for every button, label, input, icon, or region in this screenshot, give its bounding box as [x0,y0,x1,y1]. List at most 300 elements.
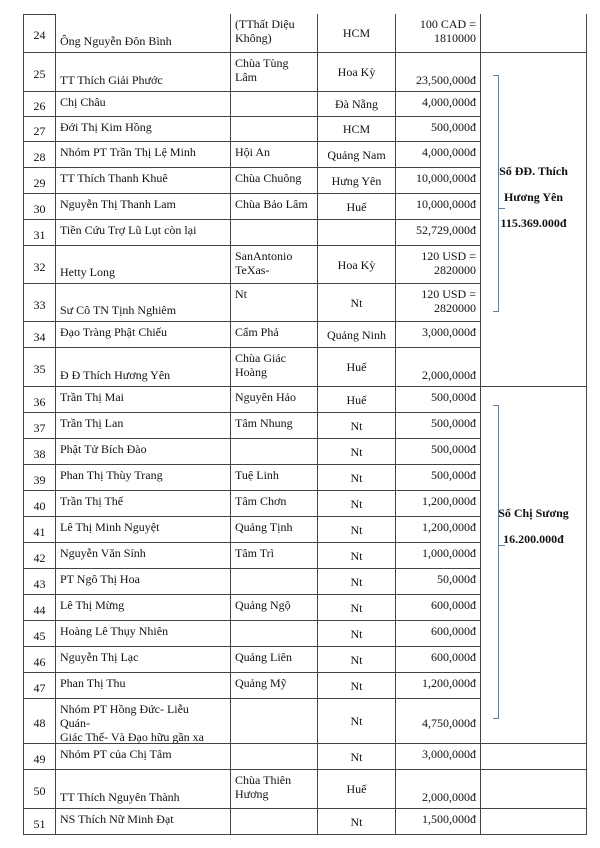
table-row [23,413,481,439]
donor-name [56,491,231,516]
row-number [23,413,56,438]
row-number-text: 39 [33,472,46,487]
place-cell [318,543,396,568]
row-number [23,168,56,193]
temple-cell [231,284,318,321]
bracket-group-2-tick [499,545,505,546]
row-number-text: 45 [33,628,46,643]
temple-cell-text: Nt [235,287,247,301]
row-number-text: 31 [33,227,46,242]
note-cell-empty [481,770,587,809]
temple-cell-text: Chùa Chuông [235,171,302,185]
donor-name-text: Phan Thị Thùy Trang [60,468,163,482]
place-cell [318,621,396,646]
amount-cell-text: 50,000đ [437,572,476,586]
place-cell-text: Nt [350,749,363,764]
place-cell-text: Hoa Kỳ [337,257,376,272]
place-cell [318,491,396,516]
row-number [23,491,56,516]
temple-cell [231,647,318,672]
amount-cell [396,770,481,808]
donor-name-text: NS Thích Nữ Minh Đạt [60,812,174,826]
place-cell-text: Nt [350,295,363,310]
amount-cell-text: 1,200,000đ [422,494,476,508]
place-cell [318,246,396,283]
row-number [23,117,56,141]
row-number [23,92,56,116]
amount-cell-text: 500,000đ [431,416,476,430]
row-number-text: 43 [33,576,46,591]
row-number [23,220,56,245]
row-number [23,699,56,743]
amount-cell-text: 10,000,000đ [416,197,476,211]
amount-cell [396,744,481,769]
amount-cell [396,595,481,620]
row-number [23,595,56,620]
donor-name [56,744,231,769]
donor-name-text: PT Ngô Thị Hoa [60,572,140,586]
place-cell-text: Nt [350,600,363,615]
amount-cell-text: 2,000,000đ [422,790,476,804]
donor-name-text: TT Thích Thanh Khuê [60,171,168,185]
amount-cell [396,220,481,245]
row-number-text: 25 [33,67,46,81]
donor-name [56,348,231,386]
place-cell [318,53,396,91]
temple-cell-text: Hội An [235,145,271,159]
temple-cell [231,322,318,347]
group-note-line2: 16.200.000đ [503,532,564,546]
temple-cell-text: Quảng Liên [235,650,292,664]
row-number-text: 44 [33,602,46,617]
amount-cell [396,465,481,490]
place-cell-text: Nt [350,814,363,829]
place-cell-text: Nt [350,470,363,485]
table-row [23,543,481,569]
table-row [23,117,481,142]
row-number [23,809,56,834]
row-number [23,517,56,542]
row-number [23,387,56,412]
place-cell [318,744,396,769]
amount-cell-text: 3,000,000đ [422,747,476,761]
donor-name [56,673,231,698]
donor-name [56,647,231,672]
note-cell-empty [481,744,587,770]
temple-cell-text: Quảng Tịnh [235,520,293,534]
amount-cell [396,387,481,412]
amount-cell-text: 500,000đ [431,468,476,482]
place-cell [318,517,396,542]
amount-cell-text: 3,000,000đ [422,325,476,339]
temple-cell [231,465,318,490]
row-number [23,14,56,52]
donor-name [56,517,231,542]
row-number [23,348,56,386]
temple-cell [231,194,318,219]
group-note-line3: 115.369.000đ [500,216,567,230]
table-row [23,744,481,770]
amount-cell [396,699,481,743]
group-note-line2: Hương Yên [503,190,564,204]
row-number [23,647,56,672]
row-number [23,246,56,283]
row-number [23,53,56,91]
place-cell-text: Nt [350,574,363,589]
amount-cell [396,322,481,347]
place-cell-text: Đà Nẵng [335,97,378,111]
temple-cell-text: Tâm Trì [235,546,275,560]
temple-cell [231,117,318,141]
place-cell-text: Hưng Yên [331,173,382,188]
amount-cell [396,14,481,52]
row-number [23,439,56,464]
row-number-text: 27 [33,124,46,138]
donor-name-text: Đới Thị Kim Hồng [60,120,152,134]
temple-cell [231,543,318,568]
place-cell [318,439,396,464]
temple-cell [231,517,318,542]
row-number-text: 36 [33,394,46,409]
place-cell-text: Nt [350,444,363,459]
donor-name [56,194,231,219]
place-cell [318,647,396,672]
amount-cell [396,117,481,141]
amount-cell-text: 1,200,000đ [422,520,476,534]
amount-cell [396,92,481,116]
amount-cell [396,413,481,438]
row-number-text: 38 [33,446,46,461]
temple-cell [231,491,318,516]
donor-name-text: Tiền Cứu Trợ Lũ Lụt còn lại [60,223,197,237]
place-cell [318,348,396,386]
row-number-text: 26 [33,99,46,113]
place-cell [318,413,396,438]
amount-cell [396,142,481,167]
place-cell-text: Nt [350,548,363,563]
place-cell-text: Quảng Nam [327,147,386,162]
row-number-text: 47 [33,680,46,695]
temple-cell [231,92,318,116]
temple-cell-text: Chùa Bảo Lâm [235,197,308,211]
table-row [23,220,481,246]
donor-name [56,220,231,245]
place-cell [318,770,396,808]
place-cell [318,14,396,52]
table-row [23,699,481,744]
amount-cell-text: 100 CAD = 1810000 [419,17,476,45]
note-cell-empty [481,14,587,53]
temple-cell [231,53,318,91]
table-row [23,569,481,595]
row-number-text: 41 [33,524,46,539]
temple-cell [231,770,318,808]
row-number-text: 49 [33,751,46,766]
temple-cell [231,569,318,594]
table-row [23,770,481,809]
row-number-text: 35 [33,362,46,376]
temple-cell-text: Quảng Ngộ [235,598,291,612]
table-row [23,647,481,673]
table-row [23,621,481,647]
row-number-text: 32 [33,259,46,274]
donor-name [56,595,231,620]
amount-cell-text: 600,000đ [431,650,476,664]
table-row [23,194,481,220]
amount-cell [396,439,481,464]
temple-cell [231,387,318,412]
row-number-text: 42 [33,550,46,565]
donor-name-text: Nhóm PT Trần Thị Lệ Minh [60,145,196,159]
row-number [23,142,56,167]
temple-cell-text: Chùa Tùng Lâm [235,56,289,84]
place-cell [318,387,396,412]
group-note-line1: Sổ ĐĐ. Thích [499,164,568,178]
row-number [23,621,56,646]
amount-cell [396,194,481,219]
donor-name [56,168,231,193]
amount-cell-text: 4,000,000đ [422,95,476,109]
temple-cell-text: Tâm Nhung [235,416,293,430]
temple-cell [231,744,318,769]
amount-cell-text: 1,000,000đ [422,546,476,560]
place-cell-text: Nt [350,652,363,667]
donor-name [56,543,231,568]
donor-name-text: Phan Thị Thu [60,676,126,690]
amount-cell-text: 2,000,000đ [422,368,476,382]
amount-cell-text: 1,500,000đ [422,812,476,826]
donor-name-text: Trần Thị Mai [60,390,125,404]
amount-cell [396,517,481,542]
donor-name [56,142,231,167]
donor-name-text: Nguyễn Thị Thanh Lam [60,197,176,211]
row-number [23,569,56,594]
place-cell-text: Nt [350,678,363,693]
temple-cell [231,246,318,283]
row-number-text: 30 [33,201,46,216]
place-cell [318,194,396,219]
donor-name [56,53,231,91]
table-row [23,14,481,53]
row-number-text: 48 [33,716,46,730]
donor-name [56,569,231,594]
amount-cell-text: 120 USD = 2820000 [421,249,476,277]
donor-name [56,770,231,808]
temple-cell-text: Chùa Giác Hoàng [235,351,286,379]
place-cell [318,465,396,490]
row-number-text: 50 [33,784,46,798]
place-cell [318,699,396,743]
table-row [23,168,481,194]
temple-cell [231,439,318,464]
place-cell [318,92,396,116]
amount-cell [396,284,481,321]
table-row [23,809,481,835]
donor-name-text: Chị Châu [60,95,106,109]
donor-name-text: Nhóm PT của Chị Tâm [60,747,172,761]
place-cell-text: Nt [350,496,363,511]
amount-cell [396,53,481,91]
temple-cell-text: Tuệ Linh [235,468,279,482]
row-number-text: 24 [33,28,46,42]
donor-name [56,439,231,464]
temple-cell [231,14,318,52]
amount-cell-text: 4,000,000đ [422,145,476,159]
bracket-group-1-tick [499,208,505,209]
place-cell [318,284,396,321]
donor-name [56,92,231,116]
temple-cell-text: Nguyên Hảo [235,390,296,404]
place-cell-text: Huế [346,392,367,407]
donor-name [56,387,231,412]
place-cell-text: Nt [350,522,363,537]
table-row [23,439,481,465]
table-row [23,595,481,621]
temple-cell-text: (TThất Diệu Không) [235,17,295,45]
row-number [23,770,56,808]
donor-name [56,246,231,283]
place-cell [318,569,396,594]
temple-cell-text: Cẩm Phả [235,325,279,339]
donor-name-text: Đạo Tràng Phật Chiếu [60,325,168,339]
table-row [23,465,481,491]
place-cell [318,809,396,834]
donor-name [56,14,231,52]
temple-cell [231,413,318,438]
amount-cell [396,621,481,646]
amount-cell-text: 23,500,000đ [416,73,476,87]
table-row [23,246,481,284]
temple-cell-text: Tâm Chơn [235,494,287,508]
amount-cell [396,647,481,672]
amount-cell-text: 500,000đ [431,120,476,134]
place-cell-text: Huế [346,782,367,796]
row-number-text: 29 [33,175,46,190]
donor-name [56,699,231,743]
donor-name-text: Hoàng Lê Thụy Nhiên [60,624,169,638]
donor-name [56,621,231,646]
donor-name-text: Sư Cô TN Tịnh Nghiêm [60,303,177,317]
row-number-text: 34 [33,329,46,344]
donor-name-text: Nguyễn Thị Lạc [60,650,139,664]
place-cell-text: Nt [350,418,363,433]
note-cell-empty [481,809,587,835]
donor-name [56,117,231,141]
row-number [23,673,56,698]
amount-cell-text: 1,200,000đ [422,676,476,690]
row-number-text: 28 [33,149,46,164]
row-number-text: 40 [33,498,46,513]
temple-cell [231,673,318,698]
donor-name-text: Nhóm PT Hồng Đức- Liễu Quán- Giác Thế- Và Đạo hữu gần xa [60,701,205,744]
row-number [23,284,56,321]
table-row [23,92,481,117]
donor-name-text: Trần Thị Thế [60,494,124,508]
amount-cell [396,246,481,283]
place-cell [318,117,396,141]
donor-name [56,322,231,347]
donor-name-text: Hetty Long [60,265,115,279]
table-row [23,142,481,168]
amount-cell-text: 52,729,000đ [416,223,476,237]
donor-name-text: Phật Tử Bích Đào [60,442,147,456]
temple-cell [231,348,318,386]
amount-cell-text: 500,000đ [431,442,476,456]
place-cell-text: HCM [342,26,371,40]
group-note-line1: Sổ Chị Sương [498,506,569,520]
table-row [23,284,481,322]
row-number [23,465,56,490]
donor-name [56,809,231,834]
bracket-group-2 [493,405,499,719]
temple-cell [231,168,318,193]
donor-name-text: Ông Nguyễn Đôn Bình [60,34,172,48]
row-number [23,322,56,347]
place-cell [318,673,396,698]
temple-cell-text: Quảng Mỹ [235,676,287,690]
temple-cell-text: SanAntonio TeXas- [235,249,293,277]
table-row [23,491,481,517]
row-number-text: 51 [33,816,46,831]
amount-cell [396,543,481,568]
temple-cell [231,595,318,620]
amount-cell [396,491,481,516]
place-cell [318,322,396,347]
amount-cell [396,348,481,386]
donor-name-text: Trần Thị Lan [60,416,124,430]
amount-cell-text: 500,000đ [431,390,476,404]
place-cell-text: Quảng Ninh [327,327,386,342]
place-cell-text: Nt [350,714,363,728]
place-cell-text: HCM [342,122,371,136]
row-number-text: 46 [33,654,46,669]
amount-cell [396,168,481,193]
amount-cell [396,809,481,834]
temple-cell-text: Chùa Thiên Hương [235,773,292,801]
table-row [23,348,481,387]
row-number [23,194,56,219]
place-cell [318,142,396,167]
donor-name-text: TT Thích Giải Phước [60,73,163,87]
temple-cell [231,621,318,646]
bracket-group-1 [493,75,499,312]
temple-cell [231,220,318,245]
place-cell [318,595,396,620]
place-cell-text: Huế [346,360,367,374]
table-row [23,387,481,413]
row-number [23,543,56,568]
temple-cell [231,142,318,167]
amount-cell-text: 600,000đ [431,598,476,612]
row-number-text: 33 [33,297,46,312]
donor-name-text: Lê Thị Mừng [60,598,125,612]
amount-cell-text: 120 USD = 2820000 [421,287,476,315]
amount-cell-text: 600,000đ [431,624,476,638]
place-cell-text: Hoa Kỳ [337,65,376,79]
amount-cell-text: 4,750,000đ [422,715,476,730]
donor-name [56,413,231,438]
temple-cell [231,809,318,834]
row-number-text: 37 [33,420,46,435]
donor-name-text: TT Thích Nguyên Thành [60,790,180,804]
donor-name-text: Nguyễn Văn Sính [60,546,146,560]
place-cell [318,168,396,193]
donor-name [56,465,231,490]
row-number [23,744,56,769]
donor-name-text: Lê Thị Minh Nguyệt [60,520,160,534]
place-cell-text: Nt [350,626,363,641]
temple-cell [231,699,318,743]
